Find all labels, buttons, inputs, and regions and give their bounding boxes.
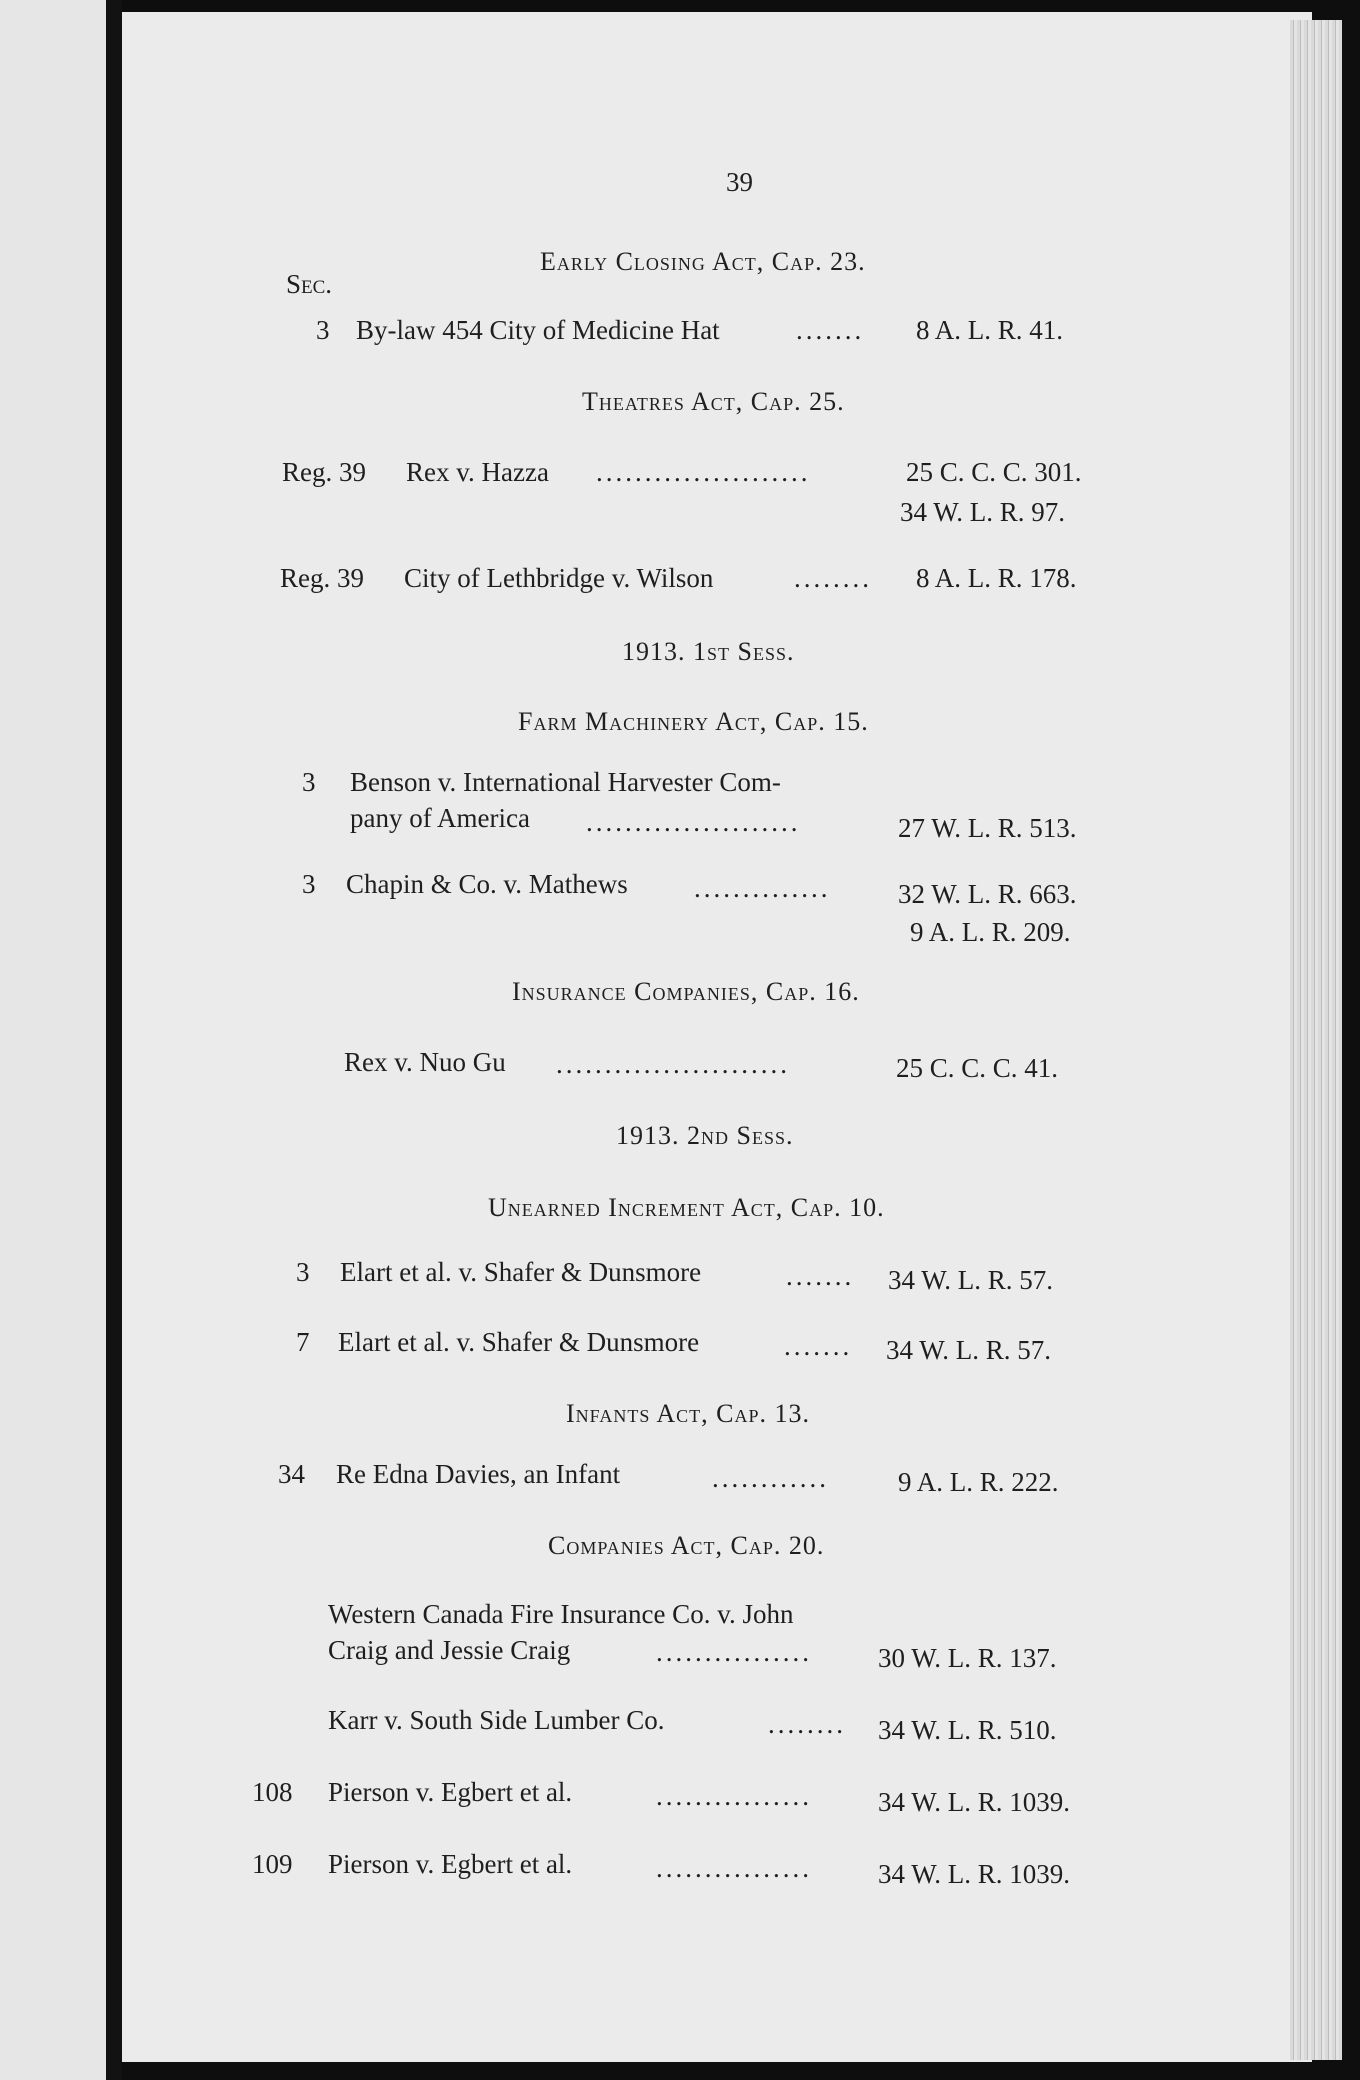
- entry-leader: ................: [656, 1853, 812, 1883]
- entry-citation: 27 W. L. R. 513.: [898, 813, 1077, 843]
- entry-case: City of Lethbridge v. Wilson: [404, 563, 714, 593]
- entry-case: Pierson v. Egbert et al.: [328, 1849, 573, 1879]
- heading-infants-act: Infants Act, Cap. 13.: [566, 1399, 811, 1428]
- entry-sec: 108: [252, 1777, 293, 1807]
- entry-citation: 34 W. L. R. 1039.: [878, 1787, 1071, 1817]
- entry-leader: .......: [786, 1261, 855, 1291]
- entry-citation-secondary: 9 A. L. R. 209.: [910, 917, 1071, 947]
- entry-case: Chapin & Co. v. Mathews: [346, 869, 628, 899]
- entry-citation: 34 W. L. R. 1039.: [878, 1859, 1071, 1889]
- entry-leader: ........: [794, 563, 872, 593]
- entry-leader: .......: [784, 1331, 853, 1361]
- entry-case-continued: pany of America: [350, 803, 530, 833]
- entry-citation: 25 C. C. C. 301.: [906, 457, 1082, 487]
- entry-case: Elart et al. v. Shafer & Dunsmore: [340, 1257, 702, 1287]
- entry-citation-secondary: 34 W. L. R. 97.: [900, 497, 1066, 527]
- entry-citation: 8 A. L. R. 41.: [916, 315, 1064, 345]
- entry-citation: 32 W. L. R. 663.: [898, 879, 1077, 909]
- entry-case: Re Edna Davies, an Infant: [336, 1459, 621, 1489]
- entry-sec: 109: [252, 1849, 293, 1879]
- heading-session-2: 1913. 2nd Sess.: [616, 1121, 794, 1150]
- entry-case: Western Canada Fire Insurance Co. v. John: [328, 1599, 794, 1629]
- entry-case: Pierson v. Egbert et al.: [328, 1777, 573, 1807]
- entry-citation: 30 W. L. R. 137.: [878, 1643, 1057, 1673]
- entry-sec: Reg. 39: [280, 563, 364, 593]
- entry-citation: 34 W. L. R. 57.: [886, 1335, 1052, 1365]
- entry-leader: ......................: [596, 457, 811, 487]
- entry-sec: 7: [296, 1327, 310, 1357]
- entry-leader: ............: [712, 1463, 829, 1493]
- heading-session-1: 1913. 1st Sess.: [622, 637, 795, 666]
- entry-citation: 34 W. L. R. 510.: [878, 1715, 1057, 1745]
- entry-citation: 34 W. L. R. 57.: [888, 1265, 1054, 1295]
- entry-case: Rex v. Hazza: [406, 457, 549, 487]
- entry-sec: 3: [302, 869, 316, 899]
- heading-theatres-act: Theatres Act, Cap. 25.: [582, 387, 845, 416]
- entry-sec: 3: [296, 1257, 310, 1287]
- entry-sec: 3: [302, 767, 316, 797]
- sec-column-label: Sec.: [286, 269, 333, 299]
- entry-citation: 8 A. L. R. 178.: [916, 563, 1077, 593]
- entry-case: Rex v. Nuo Gu: [344, 1047, 506, 1077]
- entry-case: Elart et al. v. Shafer & Dunsmore: [338, 1327, 700, 1357]
- entry-sec: Reg. 39: [282, 457, 366, 487]
- entry-citation: 9 A. L. R. 222.: [898, 1467, 1059, 1497]
- heading-insurance-companies: Insurance Companies, Cap. 16.: [512, 977, 860, 1006]
- entry-leader: ................: [656, 1781, 812, 1811]
- entry-sec: 3: [316, 315, 330, 345]
- entry-sec: 34: [278, 1459, 305, 1489]
- entry-case: Benson v. International Harvester Com-: [350, 767, 781, 797]
- entry-leader: .......: [796, 315, 865, 345]
- heading-farm-machinery-act: Farm Machinery Act, Cap. 15.: [518, 707, 869, 736]
- entry-leader: ........................: [556, 1049, 790, 1079]
- heading-companies-act: Companies Act, Cap. 20.: [548, 1531, 825, 1560]
- heading-unearned-increment-act: Unearned Increment Act, Cap. 10.: [488, 1193, 885, 1222]
- entry-leader: ........: [768, 1709, 846, 1739]
- entry-leader: ................: [656, 1637, 812, 1667]
- entry-case: By-law 454 City of Medicine Hat: [356, 315, 720, 345]
- entry-case: Karr v. South Side Lumber Co.: [328, 1705, 665, 1735]
- entry-leader: ......................: [586, 807, 801, 837]
- entry-case-continued: Craig and Jessie Craig: [328, 1635, 571, 1665]
- page-number: 39: [726, 167, 753, 197]
- heading-early-closing-act: Early Closing Act, Cap. 23.: [540, 247, 866, 276]
- entry-leader: ..............: [694, 873, 831, 903]
- entry-citation: 25 C. C. C. 41.: [896, 1053, 1059, 1083]
